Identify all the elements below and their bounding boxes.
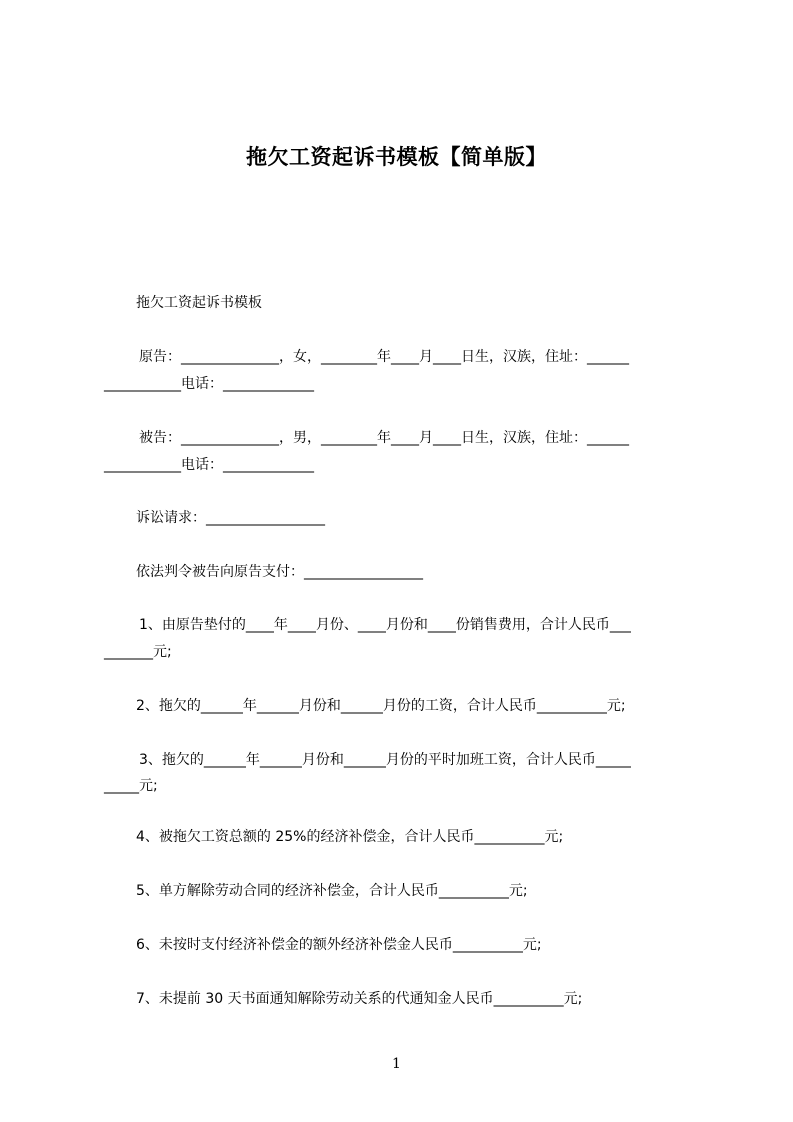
plaintiff-line-2: ___________电话：_____________	[104, 376, 314, 392]
defendant-line-2: ___________电话：_____________	[104, 457, 314, 473]
plaintiff-line-1: 原告：______________，女，________年____月____日生，汉族，住址：______	[139, 349, 629, 365]
claim-item-3-line-1: 3、拖欠的______年______月份和______月份的平时加班工资，合计人民币_____	[139, 752, 631, 768]
page-number: 1	[392, 1056, 401, 1072]
claim-item-1-line-2: _______元;	[104, 644, 172, 660]
document-title: 拖欠工资起诉书模板【简单版】	[246, 145, 547, 169]
defendant-line-1: 被告：______________，男，________年____月____日生，汉族，住址：______	[139, 430, 629, 446]
claim-heading: 诉讼请求：_________________	[136, 510, 325, 526]
claim-item-7: 7、未提前 30 天书面通知解除劳动关系的代通知金人民币__________元;	[136, 991, 583, 1007]
claim-item-1-line-1: 1、由原告垫付的____年____月份、____月份和____份销售费用，合计人民币___	[139, 617, 631, 633]
claim-item-2: 2、拖欠的______年______月份和______月份的工资，合计人民币__________元;	[136, 698, 626, 714]
judgment-line: 依法判令被告向原告支付：_________________	[136, 564, 423, 580]
claim-item-3-line-2: _____元;	[104, 778, 158, 794]
subtitle: 拖欠工资起诉书模板	[136, 295, 262, 311]
claim-item-5: 5、单方解除劳动合同的经济补偿金，合计人民币__________元;	[136, 883, 528, 899]
claim-item-6: 6、未按时支付经济补偿金的额外经济补偿金人民币__________元;	[136, 937, 542, 953]
claim-item-4: 4、被拖欠工资总额的 25%的经济补偿金，合计人民币__________元;	[136, 829, 564, 845]
